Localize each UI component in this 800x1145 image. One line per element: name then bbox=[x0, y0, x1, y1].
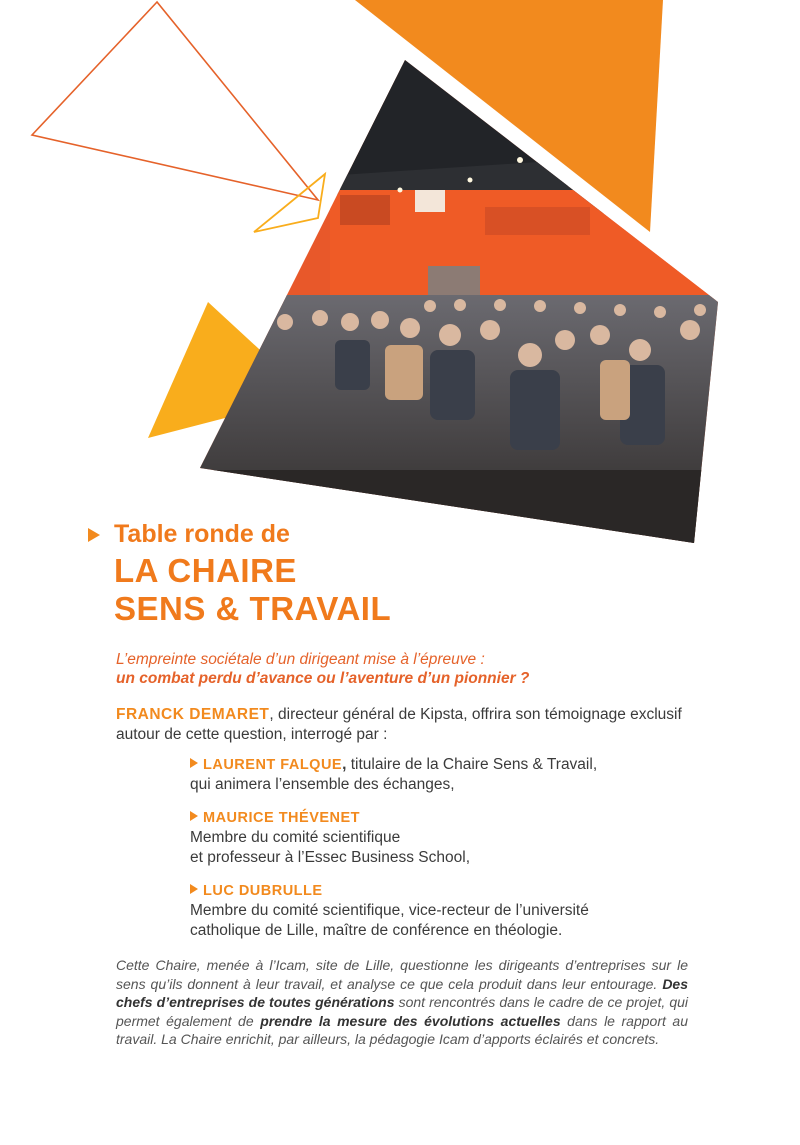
title-line-3: SENS & TRAVAIL bbox=[114, 590, 392, 627]
hero-graphic bbox=[0, 0, 800, 560]
title-line-1: Table ronde de bbox=[114, 520, 290, 548]
triangle-bullet-icon bbox=[190, 811, 198, 821]
question-line-1: L’empreinte sociétale d’un dirigeant mise à l’épreuve : bbox=[116, 651, 485, 668]
panelist-1 bbox=[190, 755, 730, 795]
outline-triangle-small-shape bbox=[254, 174, 325, 232]
panelist-line-2: catholique de Lille, maître de conférence en théologie. bbox=[190, 922, 563, 939]
footer-bold-2: prendre la mesure des évolutions actuelles bbox=[260, 1012, 561, 1029]
panelist-2 bbox=[190, 808, 730, 868]
panelist-name: LUC DUBRULLE bbox=[203, 883, 323, 899]
panelist-name: MAURICE THÉVENET bbox=[203, 810, 361, 826]
panelist-name: LAURENT FALQUE bbox=[203, 757, 343, 773]
triangle-bullet-icon bbox=[190, 884, 198, 894]
question-line-2: un combat perdu d’avance ou l’aventure d’un pionnier ? bbox=[116, 670, 530, 687]
panelist-3 bbox=[190, 881, 730, 941]
panelist-line-2: et professeur à l’Essec Business School, bbox=[190, 849, 470, 866]
footer-text-3: dans le rapport au travail. La Chaire enrichit, par ailleurs, la pédagogie Icam d’apports éclairés et concrets. bbox=[116, 1012, 688, 1047]
question-block bbox=[116, 650, 529, 688]
footer-text-1: Cette Chaire, menée à l’Icam, site de Lille, questionne les dirigeants d’entreprises sur le sens qu’ils donnent à leur travail, et analyse ce que cela produit dans leur entourage. bbox=[116, 957, 688, 992]
footer-bold-1: Des chefs d’entreprises de toutes générations bbox=[116, 975, 688, 1010]
title-line-2: LA CHAIRE bbox=[114, 552, 297, 589]
panelist-line-1: titulaire de la Chaire Sens & Travail, bbox=[346, 756, 598, 773]
outline-triangle-shape bbox=[32, 2, 318, 200]
panelist-line-1: Membre du comité scientifique bbox=[190, 829, 401, 846]
triangle-bullet-icon bbox=[190, 758, 198, 768]
intro-text: , directeur général de Kipsta, offrira son témoignage exclusif autour de cette question, interrogé par : bbox=[116, 706, 682, 743]
panelist-line-1: Membre du comité scientifique, vice-recteur de l’université bbox=[190, 902, 589, 919]
footer-paragraph bbox=[116, 956, 688, 1049]
intro-paragraph bbox=[116, 705, 716, 745]
triangle-bullet-icon bbox=[88, 528, 100, 542]
speaker-name: FRANCK DEMARET bbox=[116, 706, 270, 723]
footer-text-2: sont rencontrés dans le cadre de ce projet, qui permet également de bbox=[116, 994, 689, 1029]
panelist-separator: , bbox=[342, 756, 347, 773]
panelist-line-2: qui animera l’ensemble des échanges, bbox=[190, 776, 455, 793]
